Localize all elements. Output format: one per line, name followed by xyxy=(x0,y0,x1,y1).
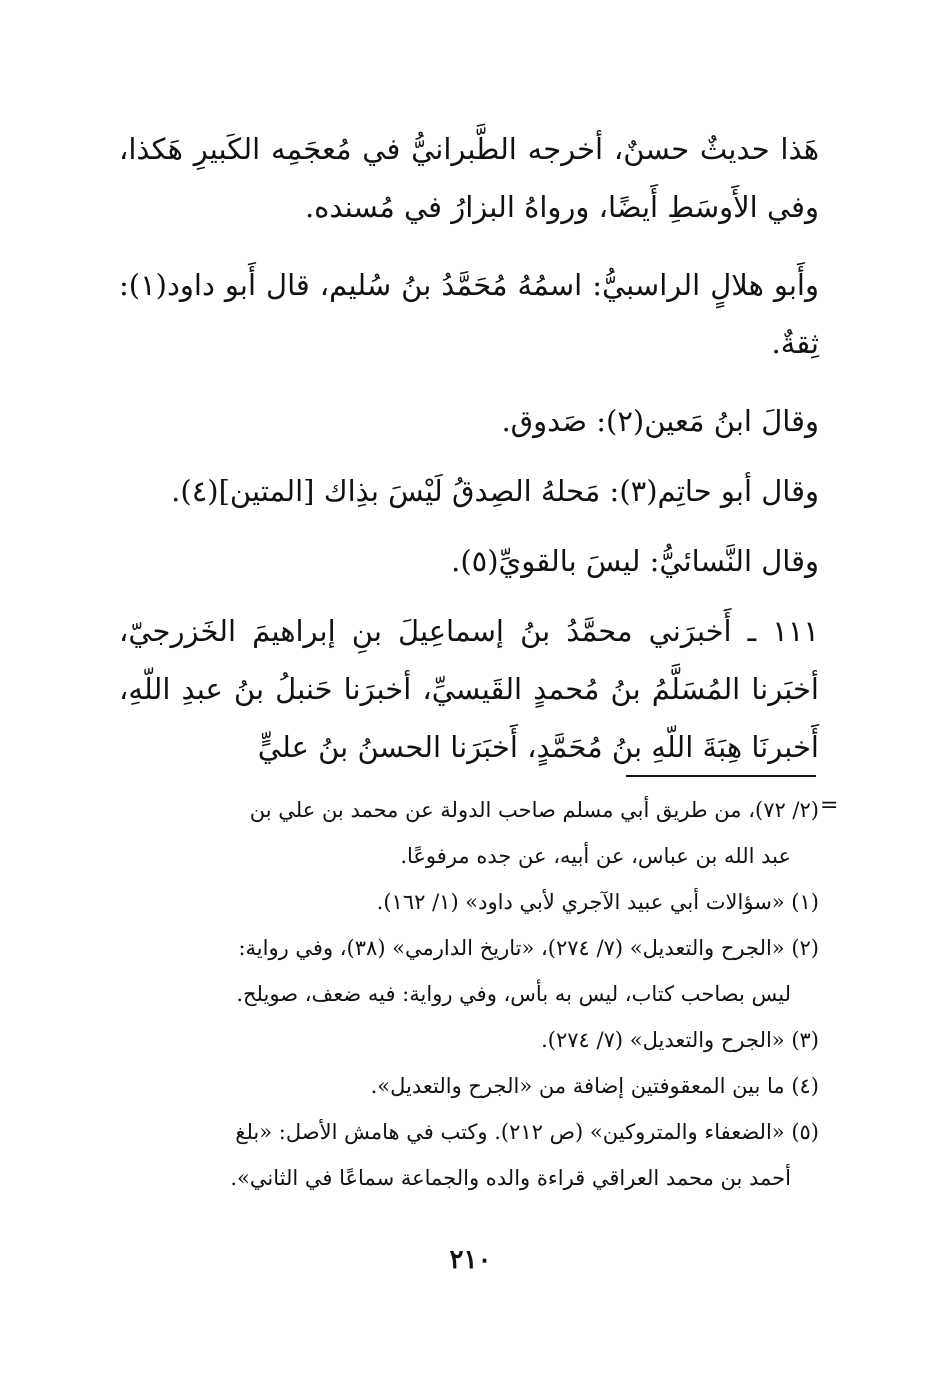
paragraph-ibn-main: وقالَ ابنُ مَعين(٢): صَدوق. xyxy=(501,404,819,438)
footnote-3: (٣) «الجرح والتعديل» (٧/ ٢٧٤). xyxy=(541,1028,819,1052)
page-number: ٢١٠ xyxy=(449,1245,492,1275)
footnote-2-line1: (٢) «الجرح والتعديل» (٧/ ٢٧٤)، «تاريخ الدارمي» (٣٨)، وفي رواية: xyxy=(238,936,819,960)
footnote-5-line1: (٥) «الضعفاء والمتروكين» (ص ٢١٢). وكتب في هامش الأصل: «بلغ xyxy=(235,1120,819,1144)
paragraph-nasai: وقال النَّسائيُّ: ليسَ بالقويِّ(٥). xyxy=(451,544,819,578)
paragraph-hadith-grade: هَذا حديثٌ حسنٌ، أخرجه الطَّبرانيُّ في مُعجَمِه الكَبيرِ هَكذا، وفي الأَوسَطِ أَيضًا، ورواهُ البزارُ في مُسنده. xyxy=(119,132,819,224)
footnote-2-line2: ليس بصاحب كتاب، ليس به بأس، وفي رواية: فيه ضعف، صويلح. xyxy=(236,982,791,1006)
footnote-5-line2: أحمد بن محمد العراقي قراءة والده والجماعة سماعًا في الثاني». xyxy=(230,1166,791,1190)
main-text xyxy=(119,120,819,796)
footnote-1: (١) «سؤالات أبي عبيد الآجري لأبي داود» (١/ ١٦٢). xyxy=(376,890,819,914)
footnote-continuation-line1: (٢/ ٧٢)، من طريق أبي مسلم صاحب الدولة عن محمد بن علي بن xyxy=(249,798,819,822)
continuation-marker: = xyxy=(820,793,839,818)
paragraph-abu-hatim: وقال أبو حاتِم(٣): مَحلهُ الصِدقُ لَيْسَ بذِاك [المتين](٤). xyxy=(171,474,819,508)
paragraph-abu-hilal: وأَبو هلالٍ الراسبيُّ: اسمُهُ مُحَمَّدُ بنُ سُليم، قال أَبو داود(١): ثِقةٌ. xyxy=(119,268,819,360)
paragraph-hadith-111: ١١١ ـ أَخبرَني محمَّدُ بنُ إسماعِيلَ بنِ إبراهيمَ الخَزرجيّ، أخبَرنا المُسَلَّمُ بنُ مُحمدٍ القَيسيِّ، أخبرَنا حَنبلُ بنُ عبدِ اللّهِ، أَخبرنَا هِبَةَ اللّهِ بنُ مُحَمَّدٍ، أَخبَرَنا الحسنُ بنُ عليٍّ xyxy=(119,614,819,764)
footnote-continuation-line2: عبد الله بن عباس، عن أبيه، عن جده مرفوعًا. xyxy=(400,844,791,868)
footnotes xyxy=(119,790,819,1204)
footnote-4: (٤) ما بين المعقوفتين إضافة من «الجرح والتعديل». xyxy=(370,1074,819,1098)
footnote-divider xyxy=(626,775,816,777)
